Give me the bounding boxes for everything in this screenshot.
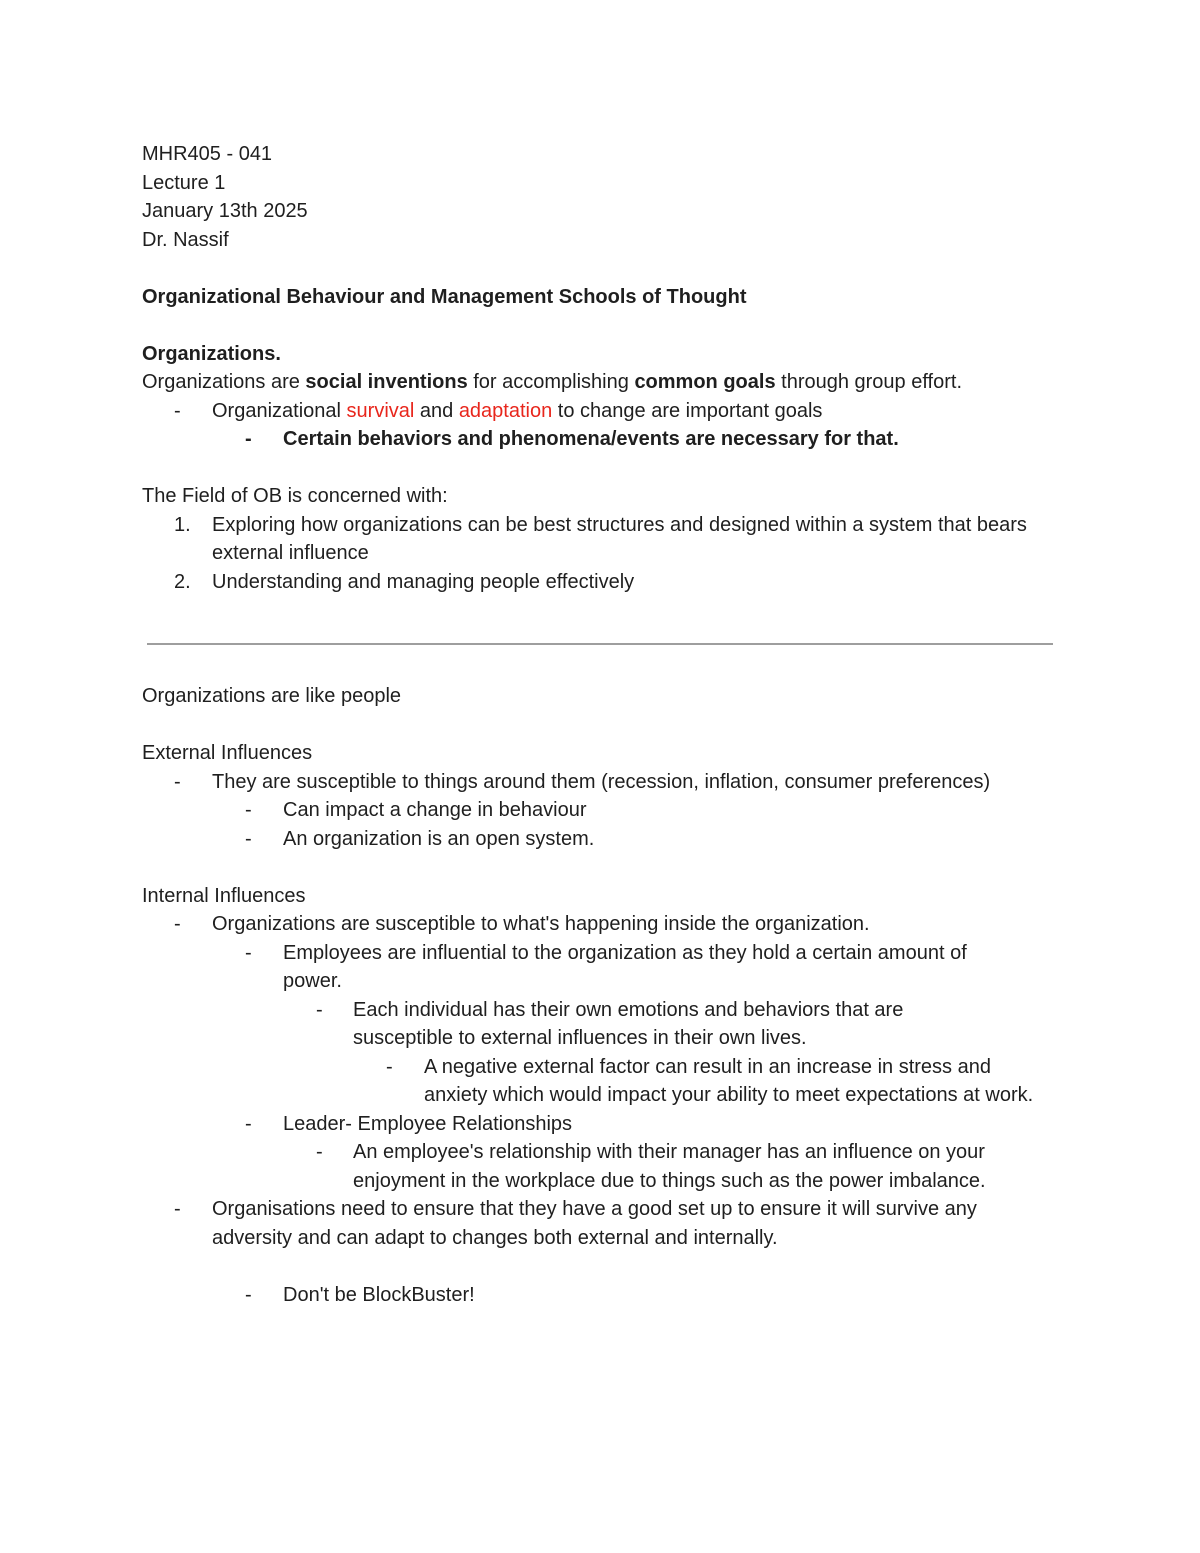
list-item: - Organizations are susceptible to what's happening inside the organization. — [174, 913, 870, 935]
lecture-date: January 13th 2025 — [142, 200, 308, 222]
list-item: - They are susceptible to things around them (recession, inflation, consumer preferences) — [174, 770, 991, 793]
list-item: - A negative external factor can result in an increase in stress and anxiety which would impact your ability to meet expectations at work. — [386, 1055, 1034, 1106]
lecture-number: Lecture 1 — [142, 171, 226, 194]
organizations-definition: Organizations are social inventions for accomplishing common goals through group effort. — [142, 371, 963, 393]
list-item: - Don't be BlockBuster! — [245, 1283, 475, 1306]
internal-influences-heading: Internal Influences — [142, 884, 306, 907]
bullet-dash: - — [245, 428, 252, 450]
list-item: - Each individual has their own emotions and behaviors that are susceptible to external influences in their own lives. — [316, 998, 904, 1049]
list-item: - An organization is an open system. — [245, 827, 595, 850]
field-of-ob-intro: The Field of OB is concerned with: — [142, 485, 448, 507]
list-item: - Employees are influential to the organization as they hold a certain amount of power. — [245, 941, 967, 992]
organizations-heading: Organizations. — [142, 342, 281, 365]
section-heading: Organizations are like people — [142, 685, 402, 707]
list-item: - Can impact a change in behaviour — [245, 799, 587, 821]
document-title: Organizational Behaviour and Management Schools of Thought — [142, 285, 747, 308]
list-item: - Leader- Employee Relationships — [245, 1112, 573, 1135]
numbered-item: 1. Exploring how organizations can be best structures and designed within a system that bears external influence — [174, 513, 1027, 564]
list-item: - Certain behaviors and phenomena/events are necessary for that. — [142, 425, 1062, 454]
instructor-name: Dr. Nassif — [142, 228, 229, 251]
numbered-item: 2. Understanding and managing people effectively — [174, 570, 635, 593]
external-influences-heading: External Influences — [142, 742, 313, 764]
list-item: - Organisations need to ensure that they have a good set up to ensure it will survive any adversity and can adapt to changes both external and internally. — [174, 1198, 977, 1249]
list-item: - An employee's relationship with their manager has an influence on your enjoyment in the workplace due to things such as the power imbalance. — [316, 1141, 986, 1192]
course-code: MHR405 - 041 — [142, 143, 273, 165]
bullet-dash: - — [174, 399, 181, 422]
list-item: - Organizational survival and adaptation to change are important goals — [142, 397, 1062, 426]
document-body — [142, 140, 1062, 1309]
